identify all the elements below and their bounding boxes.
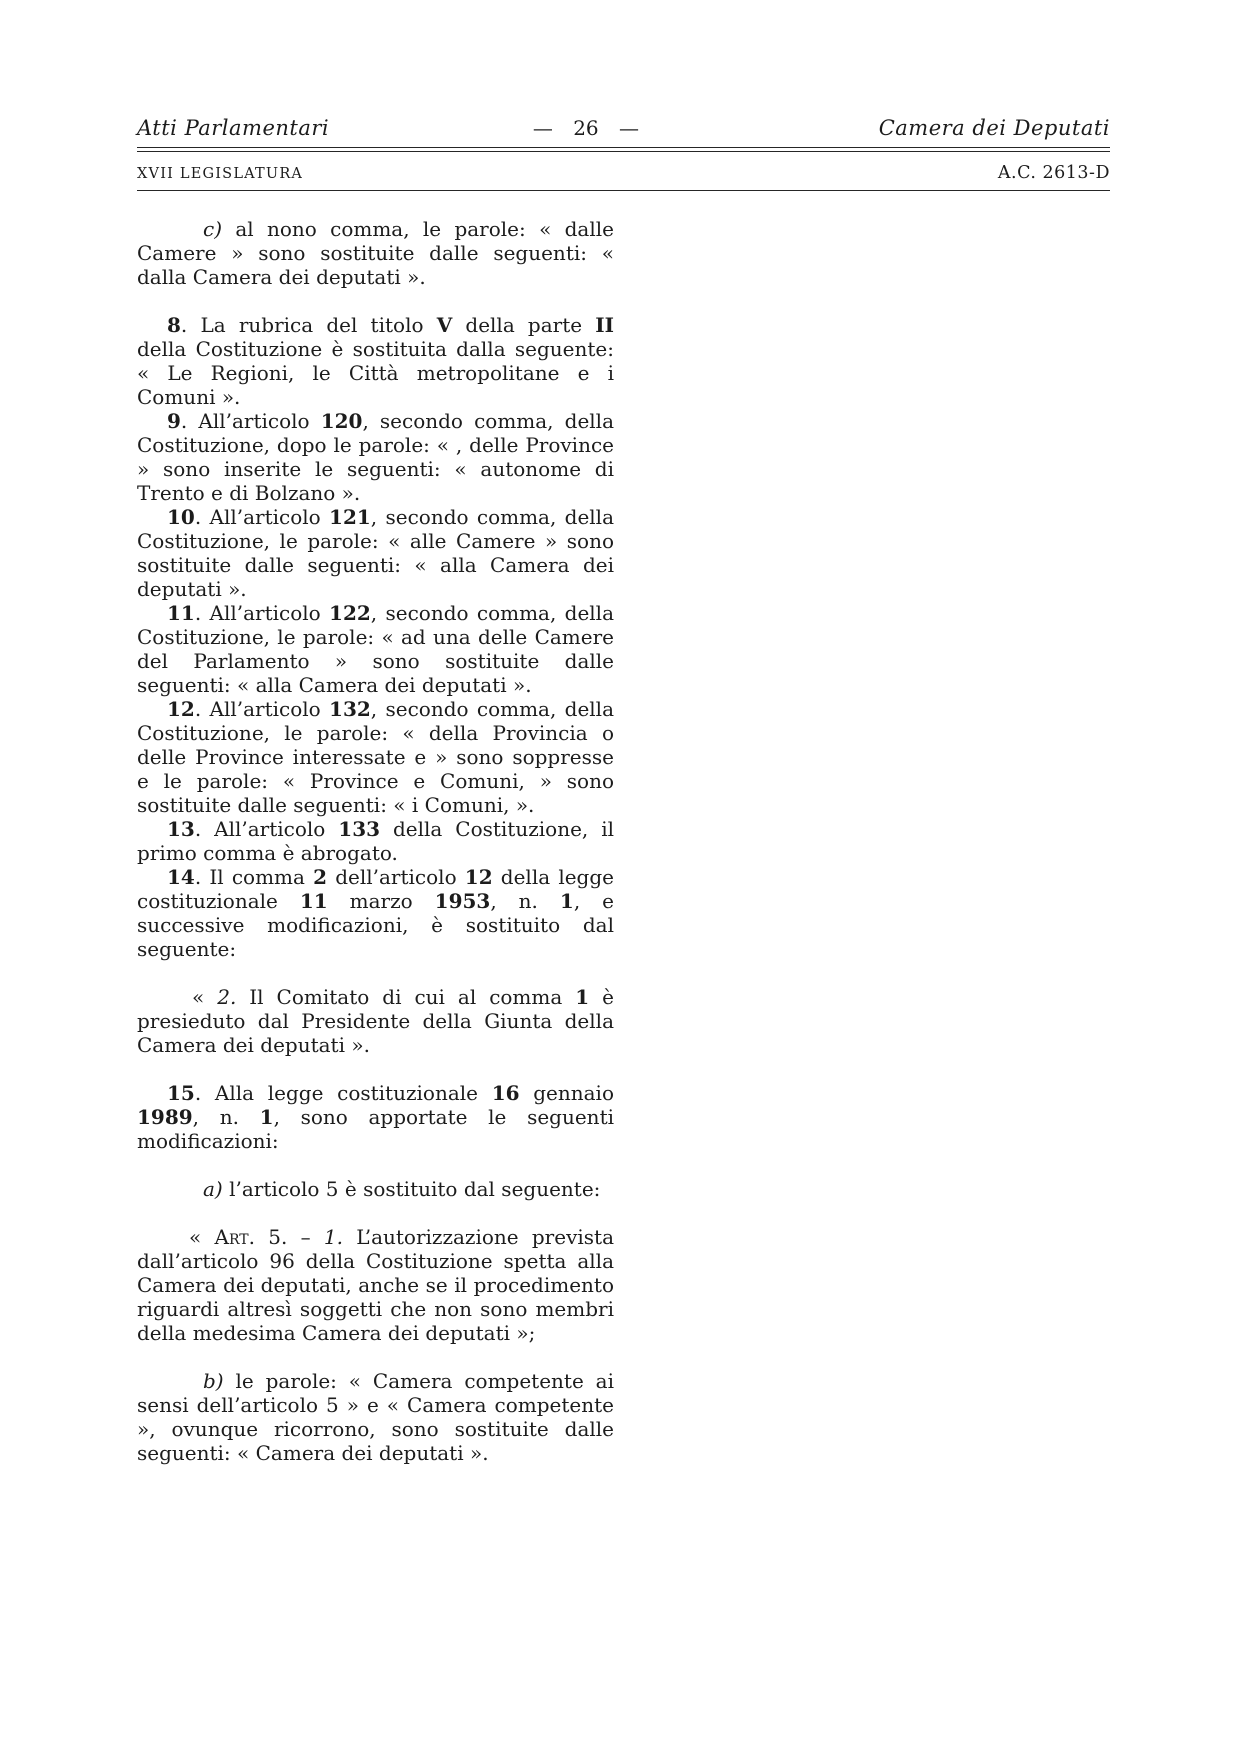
paragraph-numbered (137, 697, 614, 817)
chamber-title: Camera dei Deputati (878, 116, 1110, 140)
text-segment: . La rubrica del titolo (180, 313, 437, 337)
paragraph-numbered (137, 817, 614, 865)
text-segment: della legge costituzionale (137, 865, 614, 913)
text-segment: 12 (167, 697, 195, 721)
paragraph-quote (137, 985, 614, 1057)
text-segment: b) (203, 1369, 236, 1393)
paragraph-lettered (137, 1369, 614, 1465)
text-segment: , secondo comma, della Costituzione, le parole: « alle Camere » sono sostituite dalle seguenti: « alla Camera dei deputati ». (137, 505, 614, 601)
single-rule (137, 190, 1110, 191)
text-segment: 120 (320, 409, 363, 433)
text-segment: 1953 (434, 889, 491, 913)
text-segment: 1 (259, 1105, 274, 1129)
paragraph-article (137, 1225, 614, 1345)
text-segment: 122 (329, 601, 371, 625)
paragraph-numbered (137, 601, 614, 697)
text-segment: 11 (299, 889, 328, 913)
text-segment: le parole: « Camera competente ai sensi dell’articolo 5 » e « Camera competente », ovunque ricorrono, sono sostituite dalle seguenti: « Camera dei deputati ». (137, 1369, 615, 1465)
text-segment: L’autorizzazione prevista dall’articolo 96 della Costituzione spetta alla Camera dei deputati, anche se il procedimento riguardi altresì soggetti che non sono membri della medesima Camera dei deputati »; (137, 1225, 614, 1345)
paragraph-lettered (137, 217, 614, 289)
text-segment: , n. (490, 889, 560, 913)
text-segment: 10 (167, 505, 195, 529)
paragraph-numbered (137, 865, 614, 961)
double-rule (137, 147, 1110, 152)
text-segment: dell’articolo (327, 865, 465, 889)
text-segment: al nono comma, le parole: « dalle Camere » sono sostituite dalle seguenti: « dalla Camera dei deputati ». (137, 217, 614, 289)
text-segment: c) (203, 217, 236, 241)
page-number: — 26 — (532, 116, 640, 140)
text-segment: della Costituzione è sostituita dalla seguente: « Le Regioni, le Città metropolitane e i Comuni ». (137, 337, 614, 409)
text-segment: , sono apportate le seguenti modificazioni: (137, 1105, 614, 1153)
text-segment: II (595, 313, 614, 337)
legislature-label: XVII LEGISLATURA (137, 166, 304, 182)
text-segment: 1. (323, 1225, 343, 1249)
text-segment: 121 (329, 505, 371, 529)
text-segment: 132 (329, 697, 371, 721)
text-segment: 1 (559, 889, 574, 913)
text-segment: « (189, 1225, 215, 1249)
text-segment: è presieduto dal Presidente della Giunta della Camera dei deputati ». (137, 985, 614, 1057)
text-segment: gennaio (519, 1081, 614, 1105)
text-segment: 13 (167, 817, 195, 841)
text-segment: 11 (167, 601, 195, 625)
text-column (137, 217, 614, 1465)
text-segment: 15 (167, 1081, 195, 1105)
text-segment: . Il comma (194, 865, 314, 889)
text-segment: 12 (464, 865, 493, 889)
subhead (137, 163, 1110, 183)
text-segment: 1 (575, 985, 590, 1009)
text-segment: 14 (167, 865, 195, 889)
text-segment: , secondo comma, della Costituzione, le parole: « della Provincia o delle Province interessate e » sono soppresse e le parole: « Province e Comuni, » sono sostituite dalle seguenti: « i Comuni, ». (137, 697, 614, 817)
document-id: A.C. 2613-D (997, 163, 1110, 183)
journal-title: Atti Parlamentari (137, 116, 330, 140)
text-segment: a) (203, 1177, 230, 1201)
text-segment: 2. (217, 985, 237, 1009)
text-segment: , n. (192, 1105, 260, 1129)
text-segment: 1989 (137, 1105, 193, 1129)
paragraph-lettered (137, 1177, 614, 1201)
text-segment: , secondo comma, della Costituzione, dopo le parole: « , delle Province » sono inserite le seguenti: « autonome di Trento e di Bolzano ». (137, 409, 614, 505)
text-segment: « (192, 985, 218, 1009)
text-segment: 9 (167, 409, 181, 433)
text-segment: della parte (452, 313, 596, 337)
text-segment: . All’articolo (194, 697, 330, 721)
text-segment: . All’articolo (194, 601, 330, 625)
text-segment: . All’articolo (194, 505, 330, 529)
text-segment: . Alla legge costituzionale (194, 1081, 492, 1105)
text-segment: Il Comitato di cui al comma (236, 985, 576, 1009)
running-head (137, 116, 1110, 140)
text-segment: , e successive modificazioni, è sostituito dal seguente: (137, 889, 614, 961)
text-segment: Art. (214, 1225, 255, 1249)
text-segment: V (436, 313, 453, 337)
text-segment: marzo (327, 889, 435, 913)
paragraph-numbered (137, 505, 614, 601)
paragraph-numbered (137, 1081, 614, 1153)
text-segment: 133 (338, 817, 381, 841)
text-segment: . All’articolo (180, 409, 321, 433)
page-content (137, 116, 1110, 1465)
text-segment: 16 (491, 1081, 520, 1105)
text-segment: 5. – (254, 1225, 324, 1249)
text-segment: 2 (313, 865, 328, 889)
text-segment: della Costituzione, il primo comma è abrogato. (137, 817, 615, 865)
text-segment: 8 (167, 313, 181, 337)
paragraph-numbered (137, 409, 614, 505)
text-segment: , secondo comma, della Costituzione, le parole: « ad una delle Camere del Parlamento » sono sostituite dalle seguenti: « alla Camera dei deputati ». (137, 601, 614, 697)
text-segment: . All’articolo (194, 817, 339, 841)
text-segment: l’articolo 5 è sostituito dal seguente: (229, 1177, 601, 1201)
paragraph-numbered (137, 313, 614, 409)
